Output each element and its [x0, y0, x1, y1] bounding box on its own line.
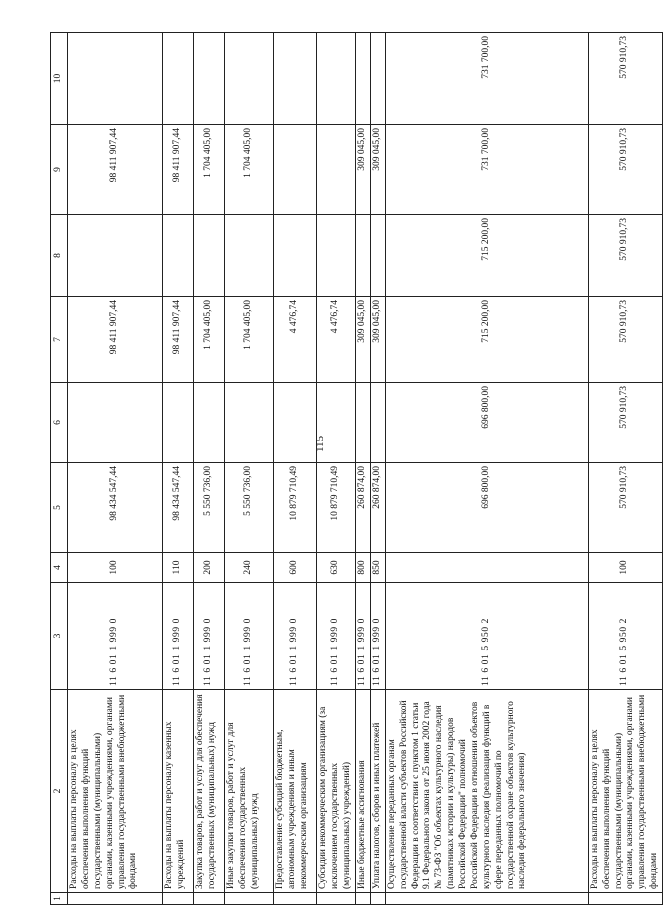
- amount-col8: [356, 215, 371, 297]
- amount-col7: 4 476,74: [274, 297, 317, 383]
- col-header: 3: [51, 583, 68, 690]
- amount-col6: [274, 383, 317, 463]
- amount-col8: [194, 215, 225, 297]
- target-article-code: 11 6 01 1 999 0: [163, 583, 194, 690]
- col-header: 2: [51, 690, 68, 893]
- expense-type-code: 100: [68, 553, 163, 583]
- expense-name: Субсидии некоммерческим организациям (за исключением государственных (муниципальных) учреждений): [317, 690, 356, 893]
- expense-name: Расходы на выплаты персоналу в целях обеспечения выполнения функций государственными (муниципальными) органами, казенными учреждениями, органами управления государственными внебюджетными фондами: [68, 690, 163, 893]
- expense-name: Иные закупки товаров, работ и услуг для обеспечения государственных (муниципальных) нужд: [225, 690, 274, 893]
- target-article-code: 11 6 01 1 999 0: [194, 583, 225, 690]
- amount-col8: [317, 215, 356, 297]
- amount-col7: 309 045,00: [356, 297, 371, 383]
- amount-col10: [356, 33, 371, 125]
- row-index-cell: [163, 893, 194, 905]
- row-index-cell: [370, 893, 385, 905]
- row-index-cell: [194, 893, 225, 905]
- page-number: 115: [314, 435, 326, 453]
- amount-col5: 570 910,73: [588, 463, 662, 553]
- table-row: [163, 33, 194, 905]
- amount-col6: [370, 383, 385, 463]
- expense-name: Расходы на выплаты персоналу в целях обеспечения выполнения функций государственными (муниципальными) органами, казенными учреждениями, органами управления государственными внебюджетными фондами: [588, 690, 662, 893]
- table-row: [356, 33, 371, 905]
- expense-name: Расходы на выплаты персоналу казенных учреждений: [163, 690, 194, 893]
- expense-type-code: [385, 553, 588, 583]
- amount-col9: 309 045,00: [370, 125, 385, 215]
- amount-col8: [274, 215, 317, 297]
- amount-col7: 98 411 907,44: [163, 297, 194, 383]
- expense-name: Иные бюджетные ассигнования: [356, 690, 371, 893]
- amount-col10: [163, 33, 194, 125]
- table-row: [588, 33, 662, 905]
- amount-col7: 1 704 405,00: [194, 297, 225, 383]
- amount-col5: 260 874,00: [356, 463, 371, 553]
- table-row: [225, 33, 274, 905]
- amount-col8: [225, 215, 274, 297]
- target-article-code: 11 6 01 1 999 0: [370, 583, 385, 690]
- amount-col5: 98 434 547,44: [163, 463, 194, 553]
- expense-type-code: 850: [370, 553, 385, 583]
- amount-col9: 731 700,00: [385, 125, 588, 215]
- table-row: [194, 33, 225, 905]
- amount-col5: 260 874,00: [370, 463, 385, 553]
- col-header: 4: [51, 553, 68, 583]
- row-index-cell: [588, 893, 662, 905]
- amount-col9: 98 411 907,44: [68, 125, 163, 215]
- amount-col6: [163, 383, 194, 463]
- target-article-code: 11 6 01 1 999 0: [274, 583, 317, 690]
- row-index-cell: [317, 893, 356, 905]
- amount-col5: 10 879 710,49: [317, 463, 356, 553]
- amount-col10: [370, 33, 385, 125]
- col-header: 8: [51, 215, 68, 297]
- amount-col9: [317, 125, 356, 215]
- amount-col8: [68, 215, 163, 297]
- amount-col7: 98 411 907,44: [68, 297, 163, 383]
- amount-col7: 570 910,73: [588, 297, 662, 383]
- row-index-cell: [274, 893, 317, 905]
- col-header: 7: [51, 297, 68, 383]
- row-index-cell: [356, 893, 371, 905]
- target-article-code: 11 6 01 1 999 0: [225, 583, 274, 690]
- header-row: [51, 33, 68, 905]
- row-index-cell: [68, 893, 163, 905]
- amount-col7: 309 045,00: [370, 297, 385, 383]
- amount-col10: [194, 33, 225, 125]
- amount-col9: 1 704 405,00: [225, 125, 274, 215]
- expense-type-code: 200: [194, 553, 225, 583]
- amount-col5: 10 879 710,49: [274, 463, 317, 553]
- expense-name: Уплата налогов, сборов и иных платежей: [370, 690, 385, 893]
- table-row: [274, 33, 317, 905]
- target-article-code: 11 6 01 1 999 0: [68, 583, 163, 690]
- expense-type-code: 630: [317, 553, 356, 583]
- budget-table: [50, 32, 663, 905]
- amount-col8: 715 200,00: [385, 215, 588, 297]
- amount-col10: 731 700,00: [385, 33, 588, 125]
- target-article-code: 11 6 01 5 950 2: [385, 583, 588, 690]
- col-header: 5: [51, 463, 68, 553]
- amount-col5: 5 550 736,00: [194, 463, 225, 553]
- expense-name: Предоставление субсидий бюджетным, автономным учреждениям и иным некоммерческим организациям: [274, 690, 317, 893]
- amount-col6: [225, 383, 274, 463]
- amount-col8: 570 910,73: [588, 215, 662, 297]
- expense-type-code: 100: [588, 553, 662, 583]
- amount-col8: [163, 215, 194, 297]
- row-index-cell: [385, 893, 588, 905]
- amount-col6: 570 910,73: [588, 383, 662, 463]
- col-header: 1: [51, 893, 68, 905]
- table-row: [370, 33, 385, 905]
- amount-col5: 696 800,00: [385, 463, 588, 553]
- amount-col10: [225, 33, 274, 125]
- row-index-cell: [225, 893, 274, 905]
- amount-col9: 98 411 907,44: [163, 125, 194, 215]
- amount-col5: 5 550 736,00: [225, 463, 274, 553]
- amount-col9: 1 704 405,00: [194, 125, 225, 215]
- expense-type-code: 110: [163, 553, 194, 583]
- table-row: [385, 33, 588, 905]
- amount-col10: [274, 33, 317, 125]
- target-article-code: 11 6 01 1 999 0: [317, 583, 356, 690]
- expense-name: Осуществление переданных органам государственной власти субъектов Российской Федерации в соответствии с пунктом 1 статьи 9.1 Федерального закона от 25 июня 2002 года № 73-ФЗ "Об объектах культурного наследия (памятниках истории и культуры) народов Российской Федерации" полномочий Российской Федерации в отношении объектов культурного наследия (реализация функций в сфере переданных полномочий по государственной охране объектов культурного наследия федерального значения): [385, 690, 588, 893]
- amount-col6: [68, 383, 163, 463]
- amount-col7: 4 476,74: [317, 297, 356, 383]
- amount-col6: [194, 383, 225, 463]
- amount-col7: 715 200,00: [385, 297, 588, 383]
- rotated-page-content: [50, 33, 660, 905]
- target-article-code: 11 6 01 5 950 2: [588, 583, 662, 690]
- col-header: 6: [51, 383, 68, 463]
- amount-col10: [68, 33, 163, 125]
- amount-col8: [370, 215, 385, 297]
- amount-col5: 98 434 547,44: [68, 463, 163, 553]
- amount-col7: 1 704 405,00: [225, 297, 274, 383]
- amount-col6: [356, 383, 371, 463]
- expense-type-code: 600: [274, 553, 317, 583]
- amount-col6: 696 800,00: [385, 383, 588, 463]
- amount-col6: [317, 383, 356, 463]
- table-row: [317, 33, 356, 905]
- amount-col10: 570 910,73: [588, 33, 662, 125]
- amount-col9: [274, 125, 317, 215]
- amount-col9: 309 045,00: [356, 125, 371, 215]
- table-row: [68, 33, 163, 905]
- expense-type-code: 800: [356, 553, 371, 583]
- col-header: 9: [51, 125, 68, 215]
- target-article-code: 11 6 01 1 999 0: [356, 583, 371, 690]
- amount-col9: 570 910,73: [588, 125, 662, 215]
- expense-name: Закупка товаров, работ и услуг для обеспечения государственных (муниципальных) нужд: [194, 690, 225, 893]
- amount-col10: [317, 33, 356, 125]
- expense-type-code: 240: [225, 553, 274, 583]
- col-header: 10: [51, 33, 68, 125]
